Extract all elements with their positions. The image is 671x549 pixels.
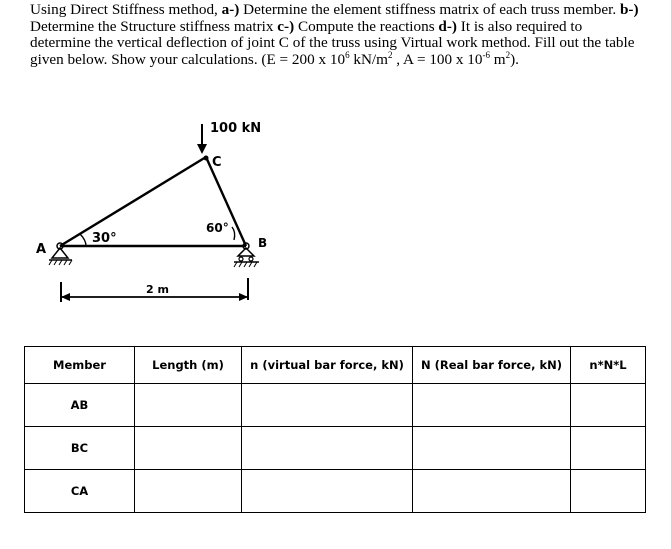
angle-b-label: 60°	[206, 221, 229, 235]
angle-b-arc	[232, 227, 235, 240]
area-unit: m	[489, 50, 506, 68]
angle-a-label: 30°	[92, 231, 117, 246]
joint-c-pin	[204, 156, 209, 161]
virtual-force-cell[interactable]	[242, 427, 413, 470]
product-cell[interactable]	[571, 384, 646, 427]
table-header-row	[25, 347, 646, 384]
length-cell[interactable]	[135, 427, 242, 470]
part-d-text: It is also required to determine the vertical deflection of joint C of the truss using Virtual work method. Fill out the table given below. Show your calculations. (E = 200 x 10	[30, 17, 635, 68]
length-cell[interactable]	[135, 384, 242, 427]
member-cell: AB	[25, 384, 135, 427]
virtual-force-cell[interactable]	[242, 384, 413, 427]
e-unit: kN/m	[349, 50, 388, 68]
results-table	[24, 346, 646, 513]
e-exponent: 6	[345, 49, 350, 60]
real-force-cell[interactable]	[413, 427, 571, 470]
col-header-member: Member	[25, 347, 135, 384]
real-force-cell[interactable]	[413, 470, 571, 513]
member-cell: CA	[25, 470, 135, 513]
part-a-text: Determine the element stiffness matrix of each truss member.	[239, 1, 620, 18]
part-c-label: c-)	[277, 17, 295, 35]
joint-a-label: A	[36, 242, 47, 257]
area-unit-exponent: 2	[505, 49, 511, 60]
col-header-length: Length (m)	[135, 347, 242, 384]
part-a-label: a-)	[221, 1, 240, 18]
part-c-text: Compute the reactions	[294, 17, 439, 35]
part-b-label: b-)	[619, 1, 639, 18]
joint-b-label: B	[258, 236, 268, 250]
e-unit-exponent: 2	[387, 49, 393, 60]
col-header-real-force: N (Real bar force, kN)	[413, 347, 571, 384]
joint-c-label: C	[212, 155, 222, 170]
length-cell[interactable]	[135, 470, 242, 513]
area-text: , A = 100 x 10	[392, 50, 483, 68]
col-header-product: n*N*L	[571, 347, 646, 384]
member-ca	[60, 157, 206, 246]
member-cell: BC	[25, 427, 135, 470]
product-cell[interactable]	[571, 470, 646, 513]
intro-text: Using Direct Stiffness method,	[30, 1, 222, 18]
virtual-force-cell[interactable]	[242, 470, 413, 513]
table-row	[25, 384, 646, 427]
load-label: 100 kN	[210, 121, 262, 136]
angle-a-arc	[80, 234, 86, 246]
closing-text: ).	[510, 50, 519, 68]
table-row	[25, 470, 646, 513]
col-header-virtual-force: n (virtual bar force, kN)	[242, 347, 413, 384]
table-row	[25, 427, 646, 470]
part-d-label: d-)	[438, 17, 457, 35]
area-exponent: -6	[482, 49, 490, 60]
load-arrow-icon	[197, 124, 207, 154]
span-label: 2 m	[146, 283, 169, 296]
product-cell[interactable]	[571, 427, 646, 470]
real-force-cell[interactable]	[413, 384, 571, 427]
part-b-text: Determine the Structure stiffness matrix	[30, 17, 278, 35]
